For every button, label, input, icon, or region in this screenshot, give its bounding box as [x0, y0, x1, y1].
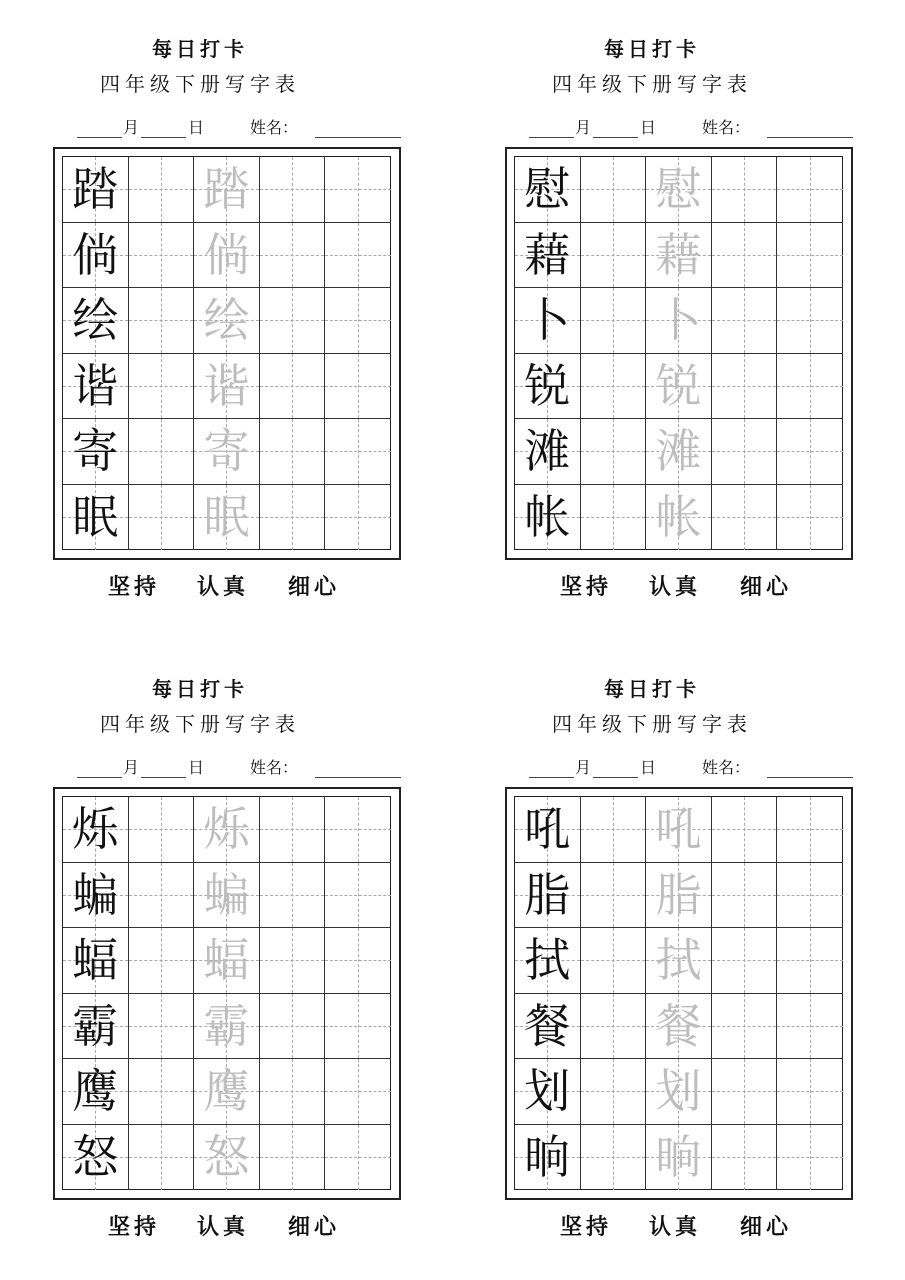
guide-line-vertical [810, 863, 811, 928]
trace-cell[interactable] [646, 928, 712, 994]
model-cell [63, 354, 129, 420]
writing-cell[interactable] [260, 928, 326, 994]
guide-line-vertical [744, 288, 745, 353]
date-name-line [0, 756, 400, 780]
trace-cell[interactable] [194, 419, 260, 485]
month-blank[interactable] [529, 777, 574, 778]
model-cell [63, 994, 129, 1060]
writing-cell[interactable] [325, 863, 391, 929]
writing-cell[interactable] [325, 1125, 391, 1191]
trace-cell[interactable] [646, 485, 712, 551]
motto-earnest: 认真 [197, 574, 250, 600]
date-name-line [0, 116, 400, 140]
trace-cell[interactable] [646, 1125, 712, 1191]
day-blank[interactable] [141, 137, 186, 138]
guide-line-vertical [358, 1125, 359, 1191]
writing-cell[interactable] [581, 994, 647, 1060]
writing-cell[interactable] [129, 354, 195, 420]
model-character: 慰 [524, 162, 571, 217]
guide-line-vertical [613, 797, 614, 862]
name-blank[interactable] [315, 137, 401, 138]
trace-character: 慰 [655, 162, 702, 217]
day-label: 日 [188, 118, 205, 137]
month-label: 月 [123, 118, 140, 137]
trace-character: 脂 [655, 867, 702, 922]
guide-line-vertical [810, 928, 811, 993]
model-character: 寄 [72, 424, 119, 479]
date-name-line [452, 116, 852, 140]
guide-line-vertical [161, 1059, 162, 1124]
motto-persist: 坚持 [108, 574, 161, 600]
writing-cell[interactable] [777, 223, 843, 289]
writing-cell[interactable] [325, 419, 391, 485]
guide-line-vertical [744, 928, 745, 993]
writing-cell[interactable] [712, 288, 778, 354]
writing-cell[interactable] [129, 223, 195, 289]
trace-character: 帐 [655, 490, 702, 545]
model-character: 锐 [524, 358, 571, 413]
writing-cell[interactable] [581, 485, 647, 551]
writing-cell[interactable] [129, 994, 195, 1060]
model-cell [515, 288, 581, 354]
trace-character: 倘 [203, 227, 250, 282]
writing-cell[interactable] [325, 797, 391, 863]
writing-cell[interactable] [712, 863, 778, 929]
writing-cell[interactable] [712, 797, 778, 863]
practice-sheet [0, 640, 400, 1260]
writing-cell[interactable] [581, 223, 647, 289]
model-character: 霸 [72, 998, 119, 1053]
trace-character: 寄 [203, 424, 250, 479]
trace-character: 鹰 [203, 1064, 250, 1119]
name-label: 姓名： [702, 118, 751, 137]
guide-line-vertical [358, 994, 359, 1059]
model-character: 眠 [72, 490, 119, 545]
model-cell [515, 354, 581, 420]
model-cell [63, 928, 129, 994]
writing-cell[interactable] [260, 419, 326, 485]
writing-cell[interactable] [712, 1059, 778, 1125]
trace-character: 踏 [203, 162, 250, 217]
writing-cell[interactable] [260, 994, 326, 1060]
writing-cell[interactable] [260, 797, 326, 863]
writing-cell[interactable] [581, 288, 647, 354]
guide-line-vertical [744, 157, 745, 222]
model-character: 绘 [72, 293, 119, 348]
guide-line-vertical [292, 994, 293, 1059]
tianzige-grid [514, 796, 843, 1190]
writing-cell[interactable] [325, 157, 391, 223]
model-cell [515, 928, 581, 994]
guide-line-vertical [358, 354, 359, 419]
day-blank[interactable] [593, 137, 638, 138]
guide-line-vertical [161, 1125, 162, 1191]
writing-cell[interactable] [129, 157, 195, 223]
guide-line-vertical [358, 485, 359, 551]
writing-cell[interactable] [129, 863, 195, 929]
guide-line-vertical [161, 419, 162, 484]
guide-line-vertical [810, 994, 811, 1059]
model-character: 滩 [524, 424, 571, 479]
trace-cell[interactable] [646, 419, 712, 485]
motto-careful: 细心 [288, 574, 341, 600]
guide-line-vertical [292, 863, 293, 928]
writing-cell[interactable] [325, 1059, 391, 1125]
writing-cell[interactable] [129, 797, 195, 863]
trace-character: 霸 [203, 998, 250, 1053]
trace-cell[interactable] [194, 223, 260, 289]
writing-cell[interactable] [325, 288, 391, 354]
guide-line-vertical [292, 928, 293, 993]
month-label: 月 [575, 758, 592, 777]
model-character: 餐 [524, 998, 571, 1053]
writing-cell[interactable] [129, 419, 195, 485]
name-label: 姓名： [702, 758, 751, 777]
writing-cell[interactable] [712, 485, 778, 551]
writing-cell[interactable] [712, 1125, 778, 1191]
writing-cell[interactable] [777, 354, 843, 420]
trace-cell[interactable] [194, 797, 260, 863]
guide-line-vertical [744, 797, 745, 862]
guide-line-vertical [744, 485, 745, 551]
motto-persist: 坚持 [560, 574, 613, 600]
guide-line-vertical [613, 419, 614, 484]
trace-cell[interactable] [194, 157, 260, 223]
month-blank[interactable] [77, 137, 122, 138]
trace-character: 蝙 [203, 867, 250, 922]
trace-cell[interactable] [194, 1059, 260, 1125]
date-name-line [452, 756, 852, 780]
sheet-title: 每日打卡 [604, 677, 700, 701]
guide-line-vertical [358, 288, 359, 353]
writing-cell[interactable] [581, 419, 647, 485]
model-cell [63, 797, 129, 863]
guide-line-vertical [613, 1059, 614, 1124]
model-character: 帐 [524, 490, 571, 545]
writing-cell[interactable] [129, 1059, 195, 1125]
motto-earnest: 认真 [649, 1214, 702, 1240]
guide-line-vertical [358, 797, 359, 862]
sheet-title: 每日打卡 [152, 677, 248, 701]
model-character: 划 [524, 1064, 571, 1119]
writing-cell[interactable] [581, 354, 647, 420]
guide-line-vertical [744, 419, 745, 484]
name-label: 姓名： [250, 758, 299, 777]
writing-cell[interactable] [260, 1059, 326, 1125]
writing-cell[interactable] [581, 863, 647, 929]
trace-character: 晌 [655, 1130, 702, 1185]
day-blank[interactable] [141, 777, 186, 778]
writing-cell[interactable] [581, 1125, 647, 1191]
writing-cell[interactable] [325, 485, 391, 551]
month-label: 月 [123, 758, 140, 777]
guide-line-vertical [292, 797, 293, 862]
guide-line-vertical [613, 354, 614, 419]
writing-cell[interactable] [712, 419, 778, 485]
guide-line-vertical [358, 419, 359, 484]
model-cell [63, 288, 129, 354]
writing-cell[interactable] [712, 223, 778, 289]
motto-earnest: 认真 [649, 574, 702, 600]
sheet-subtitle: 四年级下册写字表 [100, 72, 300, 96]
guide-line-vertical [358, 863, 359, 928]
writing-cell[interactable] [777, 157, 843, 223]
trace-cell[interactable] [646, 994, 712, 1060]
model-character: 怒 [72, 1130, 119, 1185]
model-character: 晌 [524, 1130, 571, 1185]
writing-cell[interactable] [325, 928, 391, 994]
writing-cell[interactable] [712, 354, 778, 420]
model-cell [515, 994, 581, 1060]
day-label: 日 [640, 118, 657, 137]
model-cell [63, 157, 129, 223]
writing-cell[interactable] [777, 1059, 843, 1125]
trace-character: 滩 [655, 424, 702, 479]
guide-line-vertical [292, 485, 293, 551]
writing-cell[interactable] [325, 354, 391, 420]
writing-cell[interactable] [712, 994, 778, 1060]
guide-line-vertical [744, 994, 745, 1059]
guide-line-vertical [161, 863, 162, 928]
writing-cell[interactable] [260, 223, 326, 289]
sheet-subtitle: 四年级下册写字表 [100, 712, 300, 736]
trace-character: 划 [655, 1064, 702, 1119]
model-character: 蝙 [72, 867, 119, 922]
trace-cell[interactable] [194, 863, 260, 929]
writing-cell[interactable] [260, 1125, 326, 1191]
trace-cell[interactable] [194, 485, 260, 551]
writing-cell[interactable] [777, 1125, 843, 1191]
model-cell [515, 1125, 581, 1191]
sheet-title: 每日打卡 [152, 37, 248, 61]
tianzige-grid [62, 796, 391, 1190]
model-cell [515, 1059, 581, 1125]
guide-line-vertical [810, 1059, 811, 1124]
model-cell [63, 419, 129, 485]
model-character: 烁 [72, 802, 119, 857]
trace-cell[interactable] [194, 288, 260, 354]
trace-character: 谐 [203, 358, 250, 413]
model-character: 拭 [524, 933, 571, 988]
guide-line-vertical [161, 994, 162, 1059]
writing-cell[interactable] [129, 288, 195, 354]
motto-persist: 坚持 [108, 1214, 161, 1240]
trace-cell[interactable] [194, 354, 260, 420]
model-cell [515, 223, 581, 289]
writing-cell[interactable] [260, 288, 326, 354]
guide-line-vertical [161, 157, 162, 222]
writing-cell[interactable] [260, 354, 326, 420]
model-cell [515, 157, 581, 223]
writing-cell[interactable] [777, 797, 843, 863]
day-label: 日 [640, 758, 657, 777]
trace-cell[interactable] [646, 354, 712, 420]
trace-cell[interactable] [194, 1125, 260, 1191]
guide-line-vertical [292, 1059, 293, 1124]
name-blank[interactable] [767, 777, 853, 778]
trace-cell[interactable] [646, 288, 712, 354]
month-blank[interactable] [529, 137, 574, 138]
practice-sheet [0, 0, 400, 620]
guide-line-vertical [292, 157, 293, 222]
writing-cell[interactable] [777, 288, 843, 354]
guide-line-vertical [161, 354, 162, 419]
guide-line-vertical [292, 223, 293, 288]
model-character: 吼 [524, 802, 571, 857]
trace-cell[interactable] [646, 797, 712, 863]
trace-cell[interactable] [646, 157, 712, 223]
motto-persist: 坚持 [560, 1214, 613, 1240]
trace-character: 锐 [655, 358, 702, 413]
guide-line-vertical [810, 419, 811, 484]
writing-cell[interactable] [777, 485, 843, 551]
guide-line-vertical [810, 797, 811, 862]
trace-character: 拭 [655, 933, 702, 988]
guide-line-vertical [161, 223, 162, 288]
guide-line-vertical [744, 1125, 745, 1191]
guide-line-vertical [810, 485, 811, 551]
day-label: 日 [188, 758, 205, 777]
writing-cell[interactable] [260, 157, 326, 223]
writing-cell[interactable] [712, 157, 778, 223]
model-character: 倘 [72, 227, 119, 282]
trace-character: 烁 [203, 802, 250, 857]
sheet-subtitle: 四年级下册写字表 [552, 712, 752, 736]
guide-line-vertical [613, 223, 614, 288]
tianzige-grid [62, 156, 391, 550]
writing-cell[interactable] [325, 223, 391, 289]
tianzige-grid [514, 156, 843, 550]
motto-careful: 细心 [740, 574, 793, 600]
guide-line-vertical [292, 288, 293, 353]
guide-line-vertical [810, 288, 811, 353]
guide-line-vertical [810, 157, 811, 222]
guide-line-vertical [810, 1125, 811, 1191]
motto-careful: 细心 [288, 1214, 341, 1240]
model-cell [515, 485, 581, 551]
trace-character: 怒 [203, 1130, 250, 1185]
model-character: 谐 [72, 358, 119, 413]
model-cell [63, 1125, 129, 1191]
model-character: 藉 [524, 227, 571, 282]
guide-line-vertical [358, 928, 359, 993]
trace-character: 绘 [203, 293, 250, 348]
writing-cell[interactable] [129, 485, 195, 551]
model-cell [63, 863, 129, 929]
guide-line-vertical [744, 863, 745, 928]
writing-cell[interactable] [777, 419, 843, 485]
month-blank[interactable] [77, 777, 122, 778]
month-label: 月 [575, 118, 592, 137]
writing-cell[interactable] [581, 1059, 647, 1125]
name-blank[interactable] [767, 137, 853, 138]
trace-character: 吼 [655, 802, 702, 857]
model-cell [63, 1059, 129, 1125]
writing-cell[interactable] [129, 1125, 195, 1191]
writing-cell[interactable] [129, 928, 195, 994]
writing-cell[interactable] [260, 485, 326, 551]
writing-cell[interactable] [581, 928, 647, 994]
model-character: 脂 [524, 867, 571, 922]
guide-line-vertical [613, 485, 614, 551]
trace-cell[interactable] [646, 223, 712, 289]
guide-line-vertical [358, 1059, 359, 1124]
writing-cell[interactable] [581, 797, 647, 863]
sheet-title: 每日打卡 [604, 37, 700, 61]
writing-cell[interactable] [777, 863, 843, 929]
guide-line-vertical [161, 928, 162, 993]
guide-line-vertical [613, 288, 614, 353]
trace-cell[interactable] [646, 1059, 712, 1125]
guide-line-vertical [613, 157, 614, 222]
guide-line-vertical [810, 223, 811, 288]
name-label: 姓名： [250, 118, 299, 137]
trace-character: 眠 [203, 490, 250, 545]
sheet-subtitle: 四年级下册写字表 [552, 72, 752, 96]
practice-sheet [452, 0, 852, 620]
model-character: 蝠 [72, 933, 119, 988]
guide-line-vertical [810, 354, 811, 419]
day-blank[interactable] [593, 777, 638, 778]
trace-character: 卜 [655, 293, 702, 348]
guide-line-vertical [744, 223, 745, 288]
name-blank[interactable] [315, 777, 401, 778]
guide-line-vertical [161, 485, 162, 551]
guide-line-vertical [358, 157, 359, 222]
guide-line-vertical [292, 1125, 293, 1191]
writing-cell[interactable] [777, 928, 843, 994]
motto-earnest: 认真 [197, 1214, 250, 1240]
model-cell [515, 419, 581, 485]
writing-cell[interactable] [581, 157, 647, 223]
trace-character: 藉 [655, 227, 702, 282]
trace-cell[interactable] [646, 863, 712, 929]
guide-line-vertical [292, 354, 293, 419]
writing-cell[interactable] [712, 928, 778, 994]
practice-sheet [452, 640, 852, 1260]
writing-cell[interactable] [777, 994, 843, 1060]
guide-line-vertical [613, 1125, 614, 1191]
guide-line-vertical [613, 863, 614, 928]
trace-cell[interactable] [194, 994, 260, 1060]
guide-line-vertical [613, 928, 614, 993]
guide-line-vertical [292, 419, 293, 484]
guide-line-vertical [744, 1059, 745, 1124]
guide-line-vertical [161, 797, 162, 862]
guide-line-vertical [744, 354, 745, 419]
trace-cell[interactable] [194, 928, 260, 994]
motto-careful: 细心 [740, 1214, 793, 1240]
guide-line-vertical [613, 994, 614, 1059]
model-cell [63, 485, 129, 551]
guide-line-vertical [161, 288, 162, 353]
writing-cell[interactable] [325, 994, 391, 1060]
model-character: 踏 [72, 162, 119, 217]
model-cell [515, 797, 581, 863]
model-cell [63, 223, 129, 289]
model-cell [515, 863, 581, 929]
trace-character: 蝠 [203, 933, 250, 988]
guide-line-vertical [358, 223, 359, 288]
model-character: 鹰 [72, 1064, 119, 1119]
model-character: 卜 [524, 293, 571, 348]
trace-character: 餐 [655, 998, 702, 1053]
writing-cell[interactable] [260, 863, 326, 929]
